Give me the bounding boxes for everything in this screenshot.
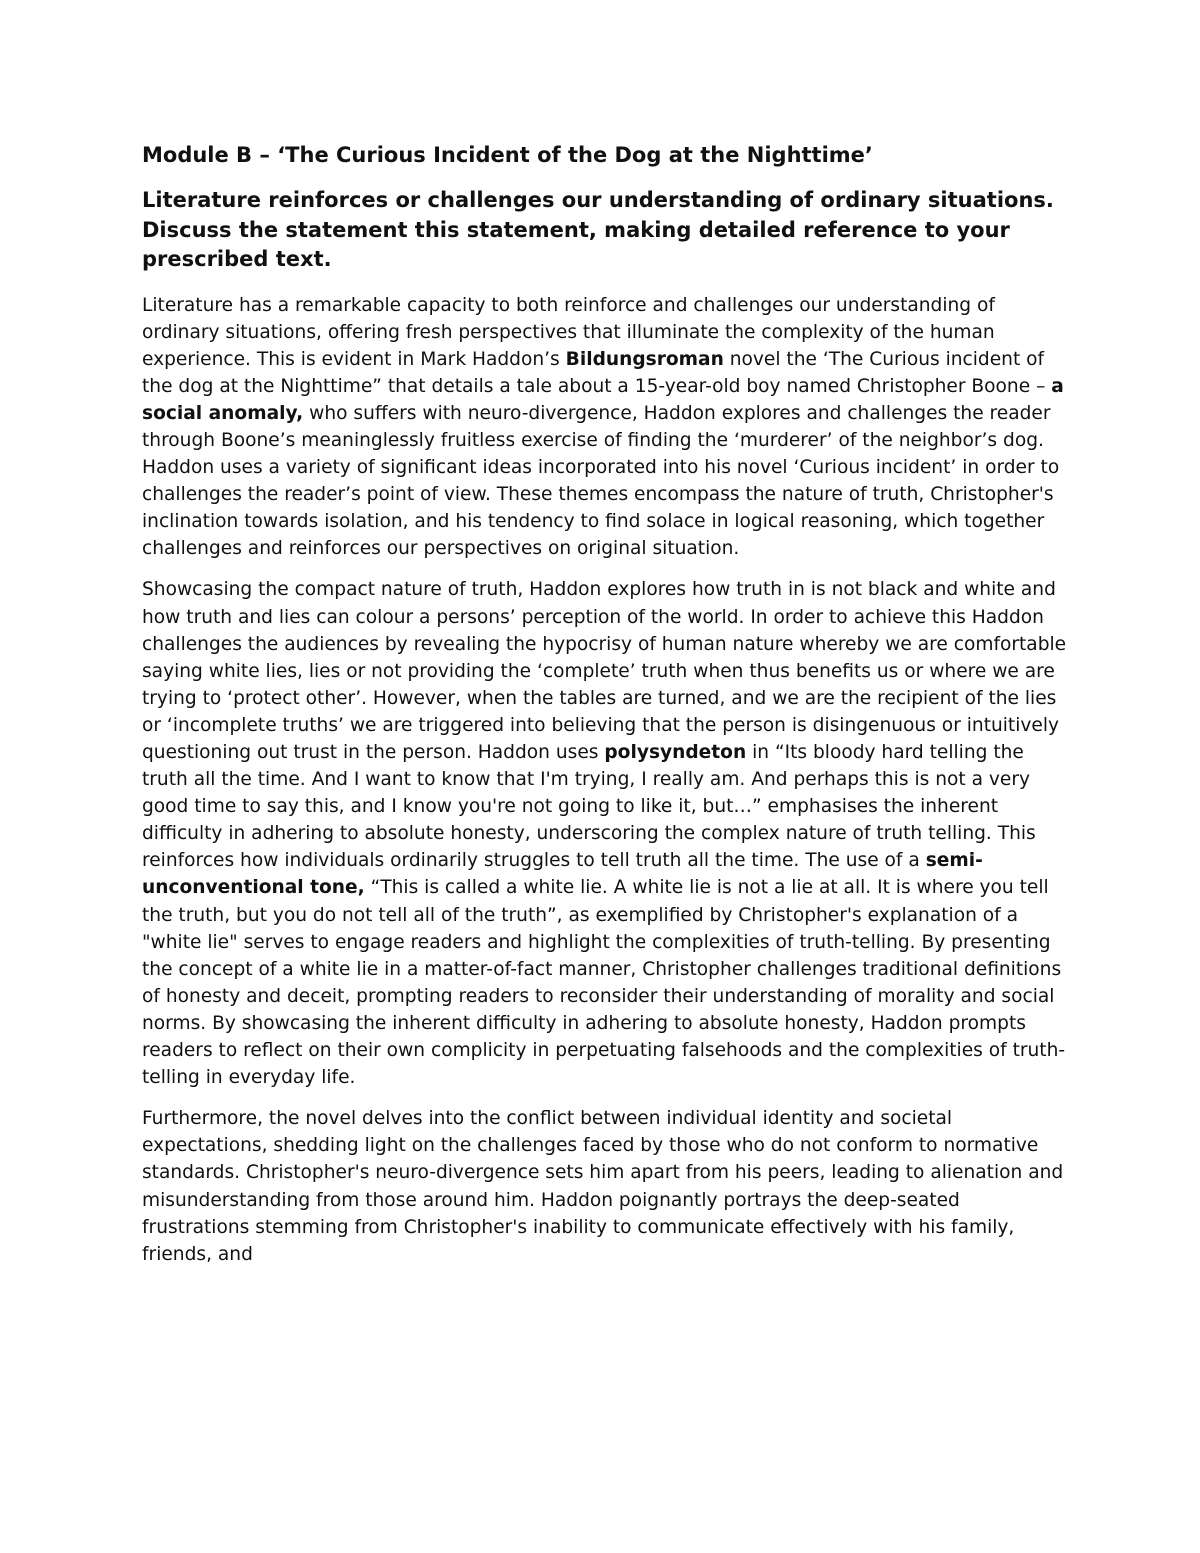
text-run: Literature has a remarkable capacity to both reinforce and challenges our understanding of ordinary situations, offering fresh perspectives that illuminate the complexity of the human experience. This is evident in Mark Haddon’s [142, 294, 995, 370]
text-run: Furthermore, the novel delves into the conflict between individual identity and societal expectations, shedding light on the challenges faced by those who do not conform to normative standards. Christopher's neuro-divergence sets him apart from his peers, leading to alienation and misunderstanding from those around him. Haddon poignantly portrays the deep-seated frustrations stemming from Christopher's inability to communicate effectively with his family, friends, and [142, 1108, 1064, 1265]
essay-question: Literature reinforces or challenges our understanding of ordinary situations. Discuss the statement this statement, making detailed reference to your prescribed text. [142, 188, 1054, 271]
essay-body [142, 292, 1072, 1268]
document-page [142, 140, 1072, 1282]
text-run: Showcasing the compact nature of truth, Haddon explores how truth in is not black and white and how truth and lies can colour a persons’ perception of the world. In order to achieve this Haddon challenges the audiences by revealing the hypocrisy of human nature whereby we are comfortable saying white lies, lies or not providing the ‘complete’ truth when thus benefits us or where we are trying to ‘protect other’. However, when the tables are turned, and we are the recipient of the lies or ‘incomplete truths’ we are triggered into believing that the person is disingenuous or intuitively questioning out trust in the person. Haddon uses [142, 579, 1067, 763]
text-run: who suffers with neuro-divergence, Haddon explores and challenges the reader through Boone’s meaninglessly fruitless exercise of finding the ‘murderer’ of the neighbor’s dog. Haddon uses a variety of significant ideas incorporated into his novel ‘Curious incident’ in order to challenges the reader’s point of view. These themes encompass the nature of truth, Christopher's inclination towards isolation, and his tendency to find solace in logical reasoning, which together challenges and reinforces our perspectives on original situation. [142, 402, 1060, 560]
bold-term: a social anomaly, [142, 375, 1064, 424]
bold-term: Bildungsroman [565, 348, 724, 370]
bold-term: polysyndeton [604, 742, 747, 763]
paragraph [142, 1105, 1072, 1268]
paragraph [142, 292, 1072, 563]
document-title: Module B – ‘The Curious Incident of the Dog at the Nighttime’ [142, 143, 873, 167]
bold-term: semi-unconventional tone, [142, 850, 983, 899]
text-run: novel the ‘The Curious incident of the dog at the Nighttime” that details a tale about a 15-year-old boy named Christopher Boone – [142, 348, 1052, 397]
text-run: “This is called a white lie. A white lie is not a lie at all. It is where you tell the truth, but you do not tell all of the truth”, as exemplified by Christopher's explanation of a "white lie" serves to engage readers and highlight the complexities of truth-telling. By presenting the concept of a white lie in a matter-of-fact manner, Christopher challenges traditional definitions of honesty and deceit, prompting readers to reconsider their understanding of morality and social norms. By showcasing the inherent difficulty in adhering to absolute honesty, Haddon prompts readers to reflect on their own complicity in perpetuating falsehoods and the complexities of truth-telling in everyday life. [142, 877, 1066, 1089]
text-run: in “Its bloody hard telling the truth all the time. And I want to know that I'm trying, I really am. And perhaps this is not a very good time to say this, and I know you're not going to like it, but…” emphasises the inherent difficulty in adhering to absolute honesty, underscoring the complex nature of truth telling. This reinforces how individuals ordinarily struggles to tell truth all the time. The use of a [142, 742, 1036, 872]
paragraph [142, 576, 1072, 1091]
